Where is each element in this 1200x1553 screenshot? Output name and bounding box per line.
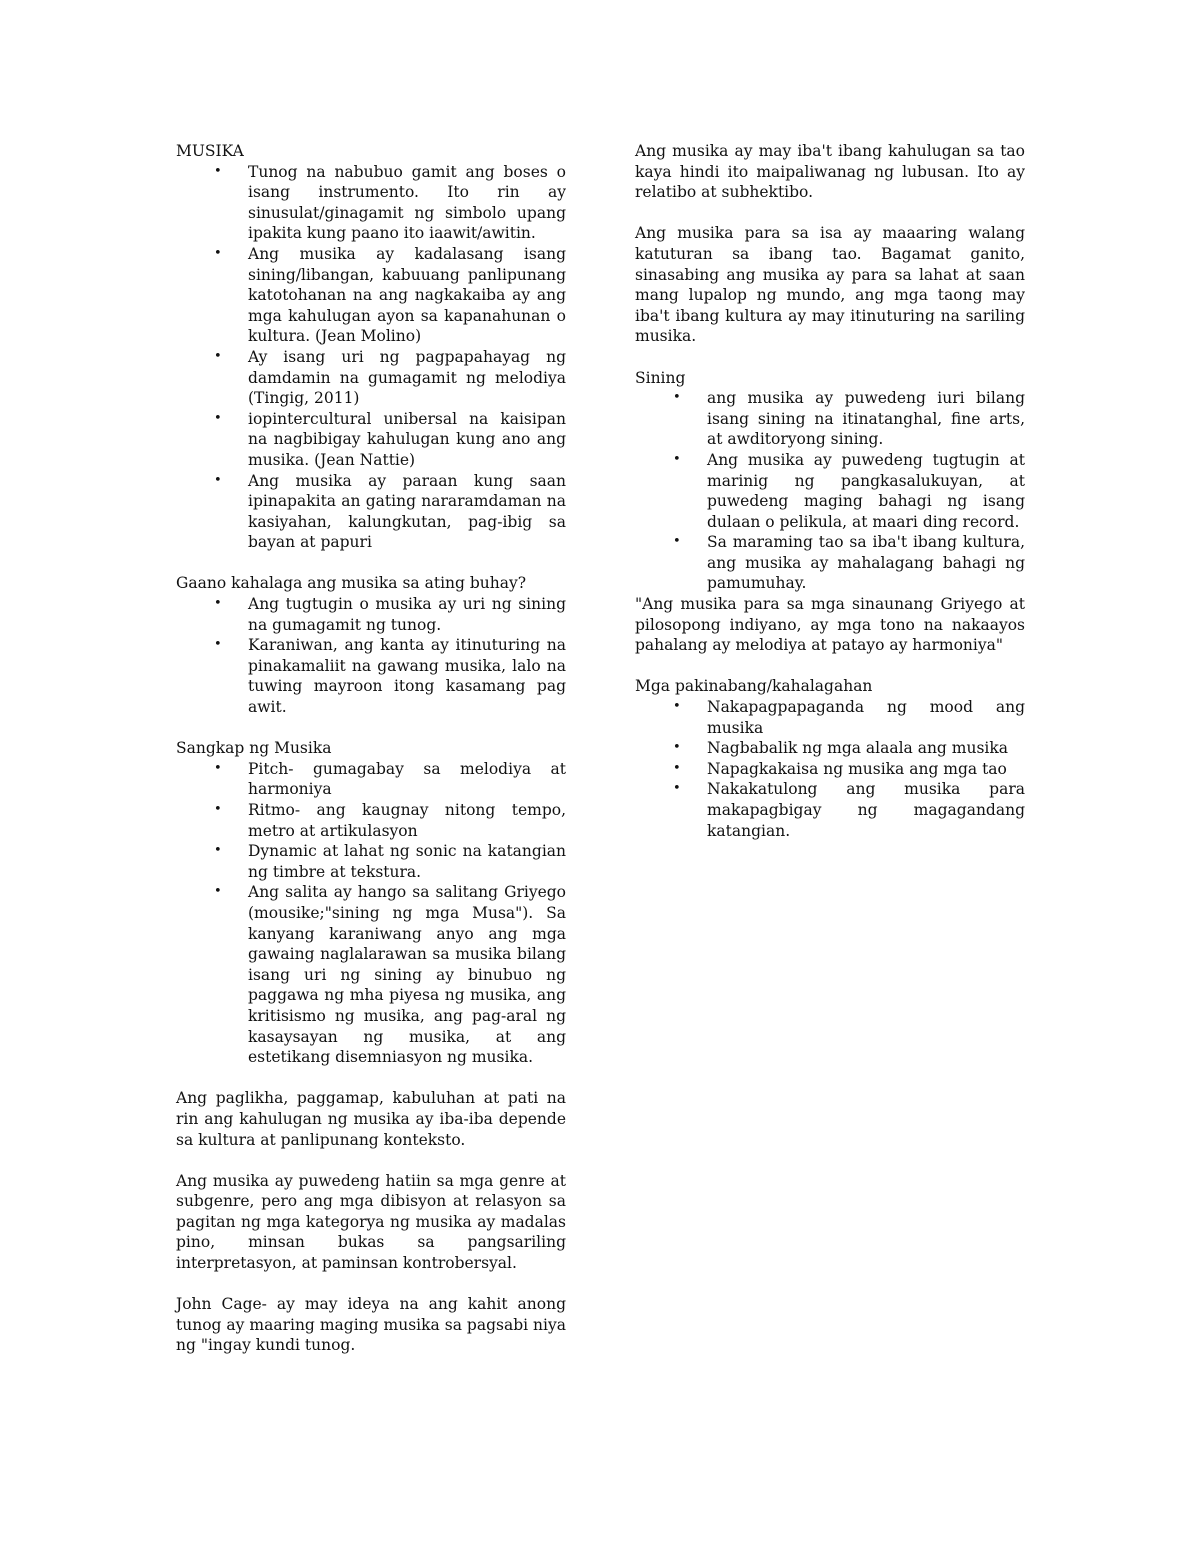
section-heading-sangkap: Sangkap ng Musika: [176, 739, 332, 758]
bullet-icon: •: [673, 451, 681, 467]
bullet-icon: •: [214, 472, 222, 488]
section-heading-sining: Sining: [635, 368, 686, 387]
bullet-icon: •: [214, 163, 222, 179]
list-item: • Ang musika ay paraan kung saan ipinapakita an gating nararamdaman na kasiyahan, kalungkutan, pag-ibig sa bayan at papuri: [214, 471, 566, 552]
right-column: [635, 141, 1025, 841]
quote-griyego: "Ang musika para sa mga sinaunang Griyego at pilosopong indiyano, ay mga tono na nakaayos pahalang ay melodiya at patayo ay harmoniya": [635, 595, 1025, 655]
list-item: • Nakakatulong ang musika para makapagbigay ng magagandang katangian.: [673, 780, 1025, 840]
paragraph-kahulugan: Ang musika ay may iba't ibang kahulugan sa tao kaya hindi ito maipaliwanag ng lubusan. Ito ay relatibo at subhektibo.: [635, 142, 1025, 202]
list-item: • Ritmo- ang kaugnay nitong tempo, metro at artikulasyon: [214, 801, 566, 840]
list-item: • ang musika ay puwedeng iuri bilang isang sining na itinatanghal, fine arts, at awditoryong sining.: [673, 389, 1025, 449]
kahalaga-list: [176, 594, 566, 718]
list-item: • Ang musika ay kadalasang isang sining/libangan, kabuuang panlipunang katotohanan na ang nagkakaiba ay ang mga kahulugan ayon sa kapanahunan o kultura. (Jean Molino): [214, 244, 566, 346]
paragraph-paglikha: Ang paglikha, paggamap, kabuluhan at pati na rin ang kahulugan ng musika ay iba-iba depende sa kultura at panlipunang konteksto.: [176, 1089, 566, 1149]
musika-definition-list: [176, 162, 566, 553]
list-item: • Sa maraming tao sa iba't ibang kultura, ang musika ay mahalagang bahagi ng pamumuhay.: [673, 533, 1025, 593]
left-column: [176, 141, 566, 1356]
list-item: • Tunog na nabubuo gamit ang boses o isang instrumento. Ito rin ay sinusulat/ginagamit ng simbolo upang ipakita kung paano ito iaawit/awitin.: [214, 162, 566, 243]
section-heading-kahalaga: Gaano kahalaga ang musika sa ating buhay?: [176, 574, 527, 593]
section-heading-pakinabang: Mga pakinabang/kahalagahan: [635, 677, 873, 696]
bullet-icon: •: [214, 802, 222, 817]
sangkap-list: [176, 759, 566, 1068]
bullet-icon: •: [673, 760, 681, 776]
list-item: • iopintercultural unibersal na kaisipan na nagbibigay kahulugan kung ano ang musika. (Jean Nattie): [214, 409, 566, 469]
list-item: • Nakapagpapaganda ng mood ang musika: [673, 698, 1025, 737]
paragraph-katuturan: Ang musika para sa isa ay maaaring walang katuturan sa ibang tao. Bagamat ganito, sinasabing ang musika ay para sa lahat at saan mang lupalop ng mundo, ang mga taong may iba't ibang kultura ay may itinuturing na sariling musika.: [635, 224, 1025, 346]
list-item: • Ang tugtugin o musika ay uri ng sining na gumagamit ng tunog.: [214, 595, 566, 634]
sining-list: [635, 388, 1025, 594]
bullet-icon: •: [214, 348, 222, 364]
bullet-icon: •: [214, 410, 222, 426]
bullet-icon: •: [214, 843, 222, 859]
bullet-icon: •: [214, 637, 222, 653]
paragraph-genre: Ang musika ay puwedeng hatiin sa mga genre at subgenre, pero ang mga dibisyon at relasyon sa pagitan ng mga kategorya ng musika ay madalas pino, minsan bukas sa pangsariling interpretasyon, at paminsan kontrobersyal.: [176, 1171, 566, 1273]
list-item: • Ang musika ay puwedeng tugtugin at marinig ng pangkasalukuyan, at puwedeng maging bahagi ng isang dulaan o pelikula, at maari ding record.: [673, 450, 1025, 531]
list-item: • Dynamic at lahat ng sonic na katangian ng timbre at tekstura.: [214, 842, 566, 881]
list-item: • Nagbabalik ng mga alaala ang musika: [673, 739, 1009, 758]
bullet-icon: •: [673, 699, 681, 715]
list-item: • Ang salita ay hango sa salitang Griyego (mousike;"sining ng mga Musa"). Sa kanyang karaniwang anyo ang mga gawaing naglalarawan sa musika bilang isang uri ng sining ay binubuo ng paggawa ng mha piyesa ng musika, ang kritisismo ng musika, ang pag-aral ng kasaysayan ng musika, at ang estetikang disemniasyon ng musika.: [214, 883, 566, 1067]
bullet-icon: •: [214, 596, 222, 612]
bullet-icon: •: [673, 534, 681, 550]
bullet-icon: •: [214, 245, 222, 261]
bullet-icon: •: [214, 884, 222, 900]
bullet-icon: •: [673, 390, 681, 406]
bullet-icon: •: [673, 740, 681, 756]
list-item: • Napagkakaisa ng musika ang mga tao: [673, 759, 1007, 778]
list-item: • Pitch- gumagabay sa melodiya at harmoniya: [214, 759, 566, 799]
list-item: • Ay isang uri ng pagpapahayag ng damdamin na gumagamit ng melodiya (Tingig, 2011): [214, 347, 566, 408]
bullet-icon: •: [673, 781, 681, 797]
section-heading-musika: MUSIKA: [176, 142, 244, 160]
pakinabang-list: [635, 697, 1025, 841]
bullet-icon: •: [214, 760, 222, 776]
list-item: • Karaniwan, ang kanta ay itinuturing na pinakamaliit na gawang musika, lalo na tuwing mayroon itong kasamang pag awit.: [214, 636, 566, 717]
paragraph-john-cage: John Cage- ay may ideya na ang kahit anong tunog ay maaring maging musika sa pagsabi niya ng "ingay kundi tunog.: [176, 1295, 566, 1355]
